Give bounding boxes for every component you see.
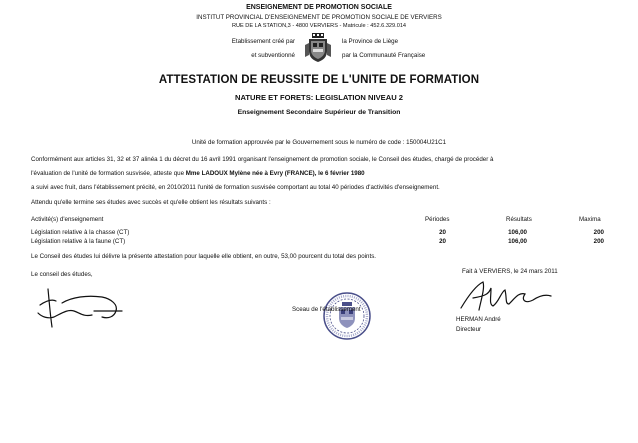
student-identity: Mme LADOUX Mylène née à Evry (FRANCE), le 6 février 1980 <box>185 170 365 177</box>
seal-label: Sceau de l'établissement <box>292 306 361 313</box>
document-title: ATTESTATION DE REUSSITE DE L'UNITE DE FORMATION <box>158 74 480 86</box>
col-header-activity: Activité(s) d'enseignement <box>31 216 104 223</box>
periods-cell: 20 <box>439 229 446 236</box>
col-header-max: Maxima <box>579 216 601 223</box>
results-intro-line: Attendu qu'elle termine ses études avec succès et qu'elle obtient les résultats suivants : <box>31 199 271 206</box>
council-label: Le conseil des études, <box>31 271 93 278</box>
community-label: par la Communauté Française <box>342 52 426 59</box>
max-cell: 200 <box>593 229 604 236</box>
director-title: Directeur <box>456 326 482 333</box>
director-signature <box>455 278 555 318</box>
created-by-label: Etablissement créé par <box>231 38 295 45</box>
council-signature <box>32 283 132 333</box>
province-crest-icon <box>305 33 331 63</box>
legal-basis-line: Conformément aux articles 31, 32 et 37 alinéa 1 du décret du 16 avril 1991 organisant l'enseignement de promotion sociale, le Conseil des études, chargé de procéder à <box>31 156 494 163</box>
attestation-line <box>31 170 365 177</box>
deliver-line: Le Conseil des études lui délivre la présente attestation pour laquelle elle obtient, en outre, 53,00 pourcent du total des points. <box>31 253 377 260</box>
result-cell: 106,00 <box>508 229 527 236</box>
periods-cell: 20 <box>439 238 446 245</box>
activity-cell: Législation relative à la faune (CT) <box>31 238 126 245</box>
activity-cell: Législation relative à la chasse (CT) <box>31 229 130 236</box>
completion-line: a suivi avec fruit, dans l'établissement précité, en 2010/2011 l'unité de formation susvisée comportant au total 40 périodes d'activités d'enseignement. <box>31 184 440 191</box>
org-name: ENSEIGNEMENT DE PROMOTION SOCIALE <box>246 4 392 11</box>
place-date: Fait à VERVIERS, le 24 mars 2011 <box>462 268 558 275</box>
result-cell: 106,00 <box>508 238 527 245</box>
institute-name: INSTITUT PROVINCIAL D'ENSEIGNEMENT DE PROMOTION SOCIALE DE VERVIERS <box>196 14 442 21</box>
approval-line: Unité de formation approuvée par le Gouvernement sous le numéro de code : 150004U21C1 <box>191 139 447 146</box>
director-name: HERMAN André <box>456 316 501 323</box>
institute-address: RUE DE LA STATION,3 - 4800 VERVIERS - Matricule : 452.6.329.014 <box>231 23 407 29</box>
unit-subtitle: NATURE ET FORETS: LEGISLATION NIVEAU 2 <box>234 93 404 102</box>
subsidized-label: et subventionné <box>251 52 295 59</box>
education-level: Enseignement Secondaire Supérieur de Transition <box>237 109 401 116</box>
province-label: la Province de Liège <box>342 38 399 45</box>
col-header-periods: Périodes <box>425 216 450 223</box>
col-header-results: Résultats <box>506 216 532 223</box>
official-seal <box>322 291 372 341</box>
max-cell: 200 <box>593 238 604 245</box>
attestation-prefix: l'évaluation de l'unité de formation susvisée, atteste que <box>31 170 185 177</box>
